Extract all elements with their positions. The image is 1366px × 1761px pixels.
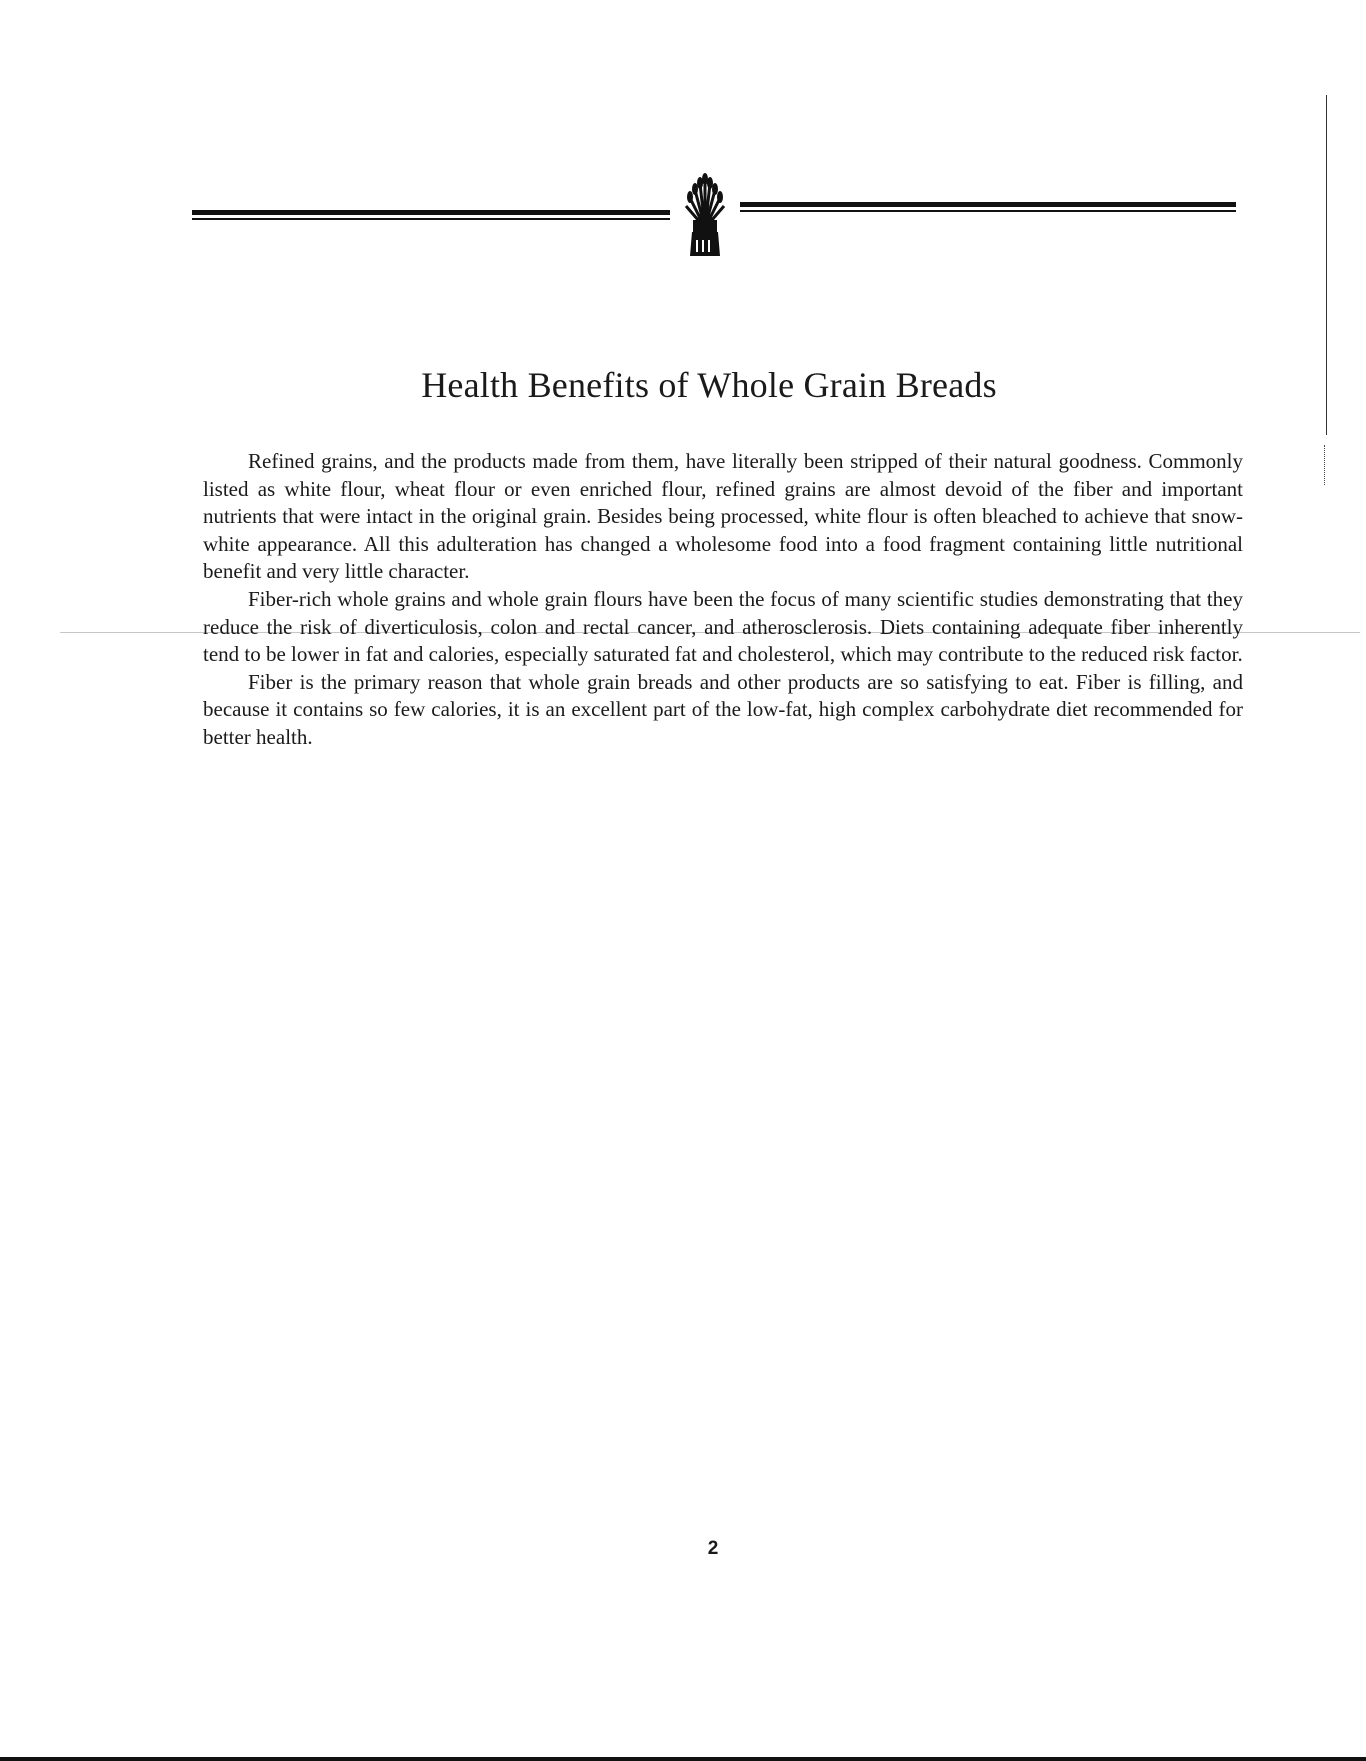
wheat-sheaf-icon bbox=[686, 173, 724, 256]
body-text bbox=[203, 448, 1243, 752]
page-bottom-edge bbox=[0, 1757, 1366, 1761]
page-title: Health Benefits of Whole Grain Breads bbox=[421, 365, 997, 405]
page-number: 2 bbox=[707, 1538, 719, 1559]
header-rule-graphic bbox=[192, 170, 1236, 260]
header-ornament-rule bbox=[192, 170, 1236, 260]
paragraph-fiber-studies: Fiber-rich whole grains and whole grain flours have been the focus of many scientific studies demonstrating that they reduce the risk of diverticulosis, colon and rectal cancer, and atherosclerosis. Diets containing adequate fiber inherently tend to be lower in fat and calories, especially saturated fat and cholesterol, which may contribute to the reduced risk factor. bbox=[203, 586, 1243, 667]
paragraph-fiber-satisfying: Fiber is the primary reason that whole grain breads and other products are so satisfying to eat. Fiber is filling, and because it contains so few calories, it is an excellent part of the low-fat, high complex carbohydrate diet recommended for better health. bbox=[203, 669, 1243, 749]
paragraph-refined-grains: Refined grains, and the products made from them, have literally been stripped of their natural goodness. Commonly listed as white flour, wheat flour or even enriched flour, refined grains are almost devoid of the fiber and important nutrients that were intact in the original grain. Besides being processed, white flour is often bleached to achieve that snow-white appearance. All this adulteration has changed a wholesome food into a food fragment containing little nutritional benefit and very little character. bbox=[203, 449, 1243, 584]
margin-dots bbox=[1324, 445, 1328, 485]
